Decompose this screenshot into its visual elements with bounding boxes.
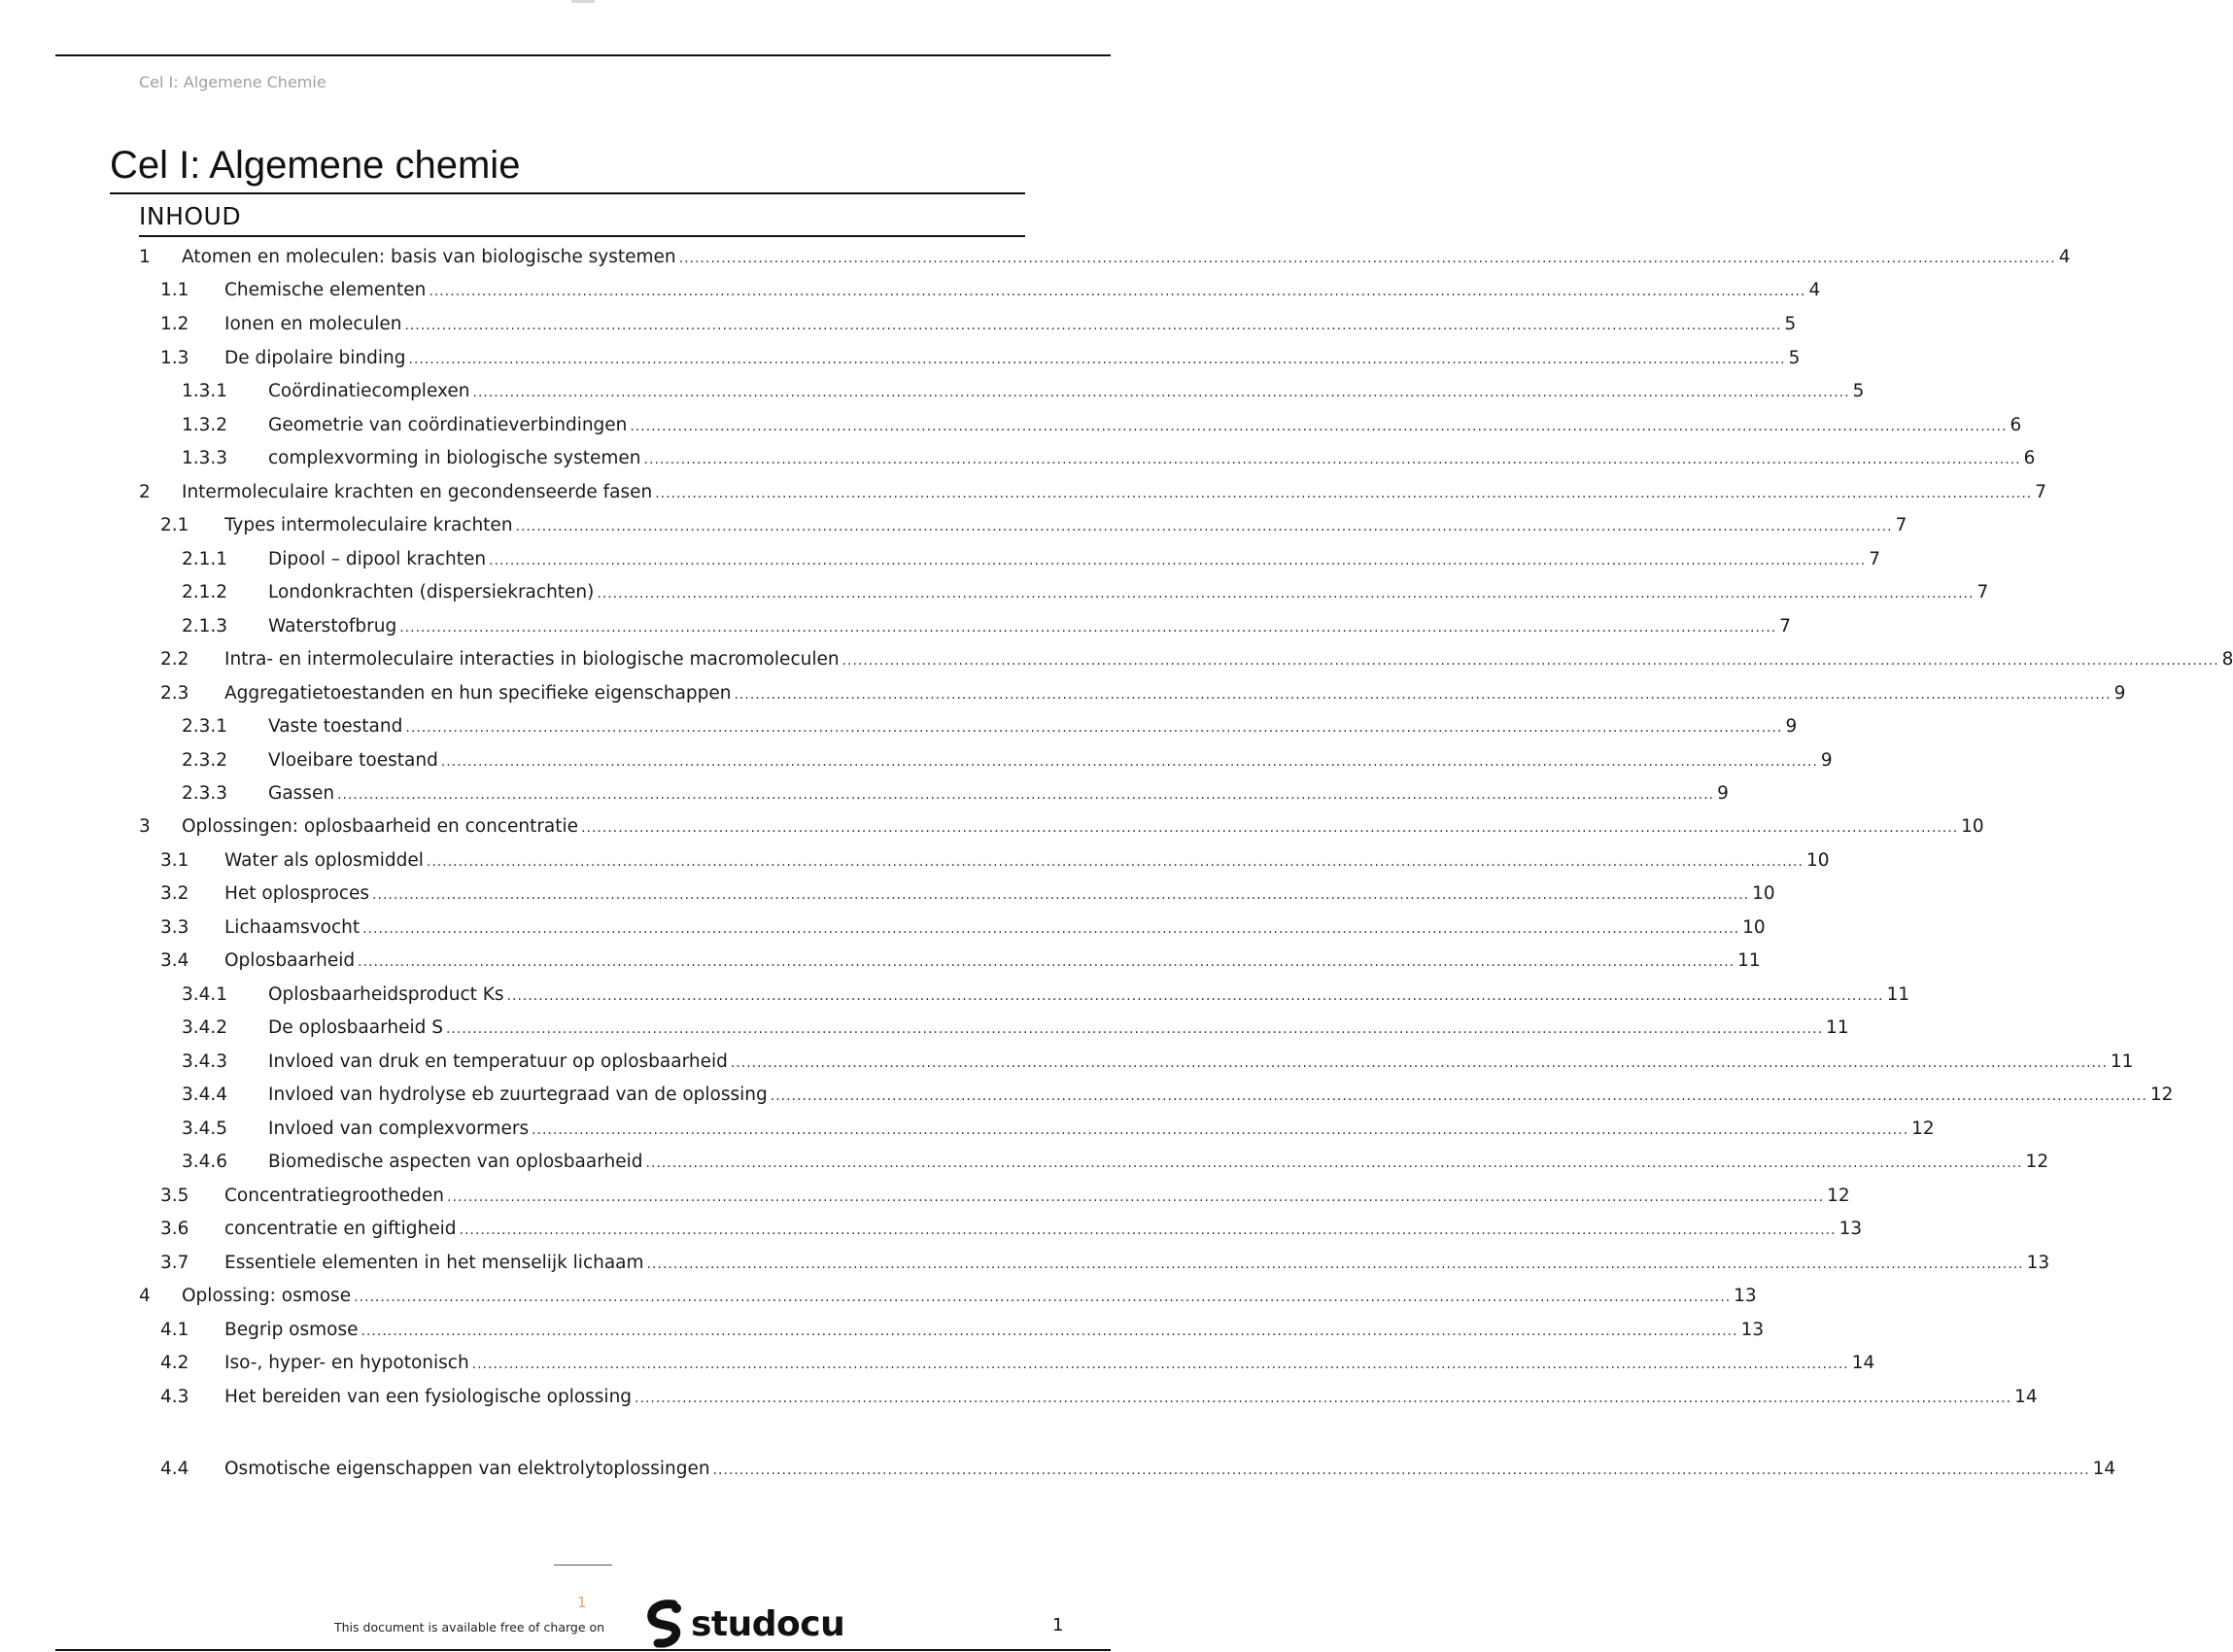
toc-entry-number: 3.6: [160, 1219, 189, 1239]
toc-entry-page: 10: [1742, 917, 1766, 938]
toc-entry-number: 1.2: [160, 314, 189, 334]
toc-entry-number: 4.3: [160, 1387, 189, 1407]
toc-entry-title: Water als oplosmiddel: [224, 850, 424, 871]
toc-entry-number: 3.7: [160, 1253, 189, 1273]
toc-entry-page: 12: [1827, 1186, 1850, 1206]
toc-entry-number: 2.1.1: [182, 549, 228, 569]
toc-entry-number: 1.1: [160, 280, 189, 300]
toc-entry-page: 11: [1826, 1017, 1849, 1038]
toc-entry-number: 3.4.3: [182, 1051, 228, 1072]
toc-entry[interactable]: [182, 750, 1833, 777]
running-header: Cel I: Algemene Chemie: [139, 73, 326, 91]
toc-entry-title: Vloeibare toestand: [268, 750, 438, 771]
toc-entry-number: 3.4.1: [182, 984, 228, 1005]
toc-entry-page: 7: [1976, 582, 1989, 602]
bottom-rule: [55, 1649, 1111, 1651]
toc-entry[interactable]: [182, 1152, 2049, 1179]
toc-entry-title: Intra- en intermoleculaire interacties in biologische macromoleculen: [224, 649, 840, 670]
toc-entry-page: 13: [2026, 1253, 2050, 1273]
toc-entry-page: 7: [1895, 515, 1907, 535]
toc-entry[interactable]: [182, 783, 1729, 810]
toc-entry[interactable]: [160, 950, 1761, 978]
toc-entry-page: 7: [1869, 549, 1880, 569]
toc-entry-number: 3.1: [160, 850, 189, 871]
toc-entry[interactable]: [182, 1084, 2174, 1112]
toc-entry-page: 10: [1961, 816, 1984, 837]
toc-entry-leader: ....................................................................................................................................................................................................................................................................: [489, 553, 1867, 568]
toc-entry-page: 6: [2023, 448, 2036, 468]
toc-entry[interactable]: [160, 1219, 1863, 1246]
toc-entry[interactable]: [160, 314, 1797, 341]
toc-entry-page: 5: [1788, 348, 1801, 368]
toc-entry-number: 3.3: [160, 917, 189, 938]
toc-entry-number: 3: [139, 816, 151, 837]
toc-entry[interactable]: [160, 917, 1766, 945]
toc-entry-page: 7: [2035, 482, 2047, 502]
toc-entry-leader: ....................................................................................................................................................................................................................................................................: [358, 954, 1735, 970]
toc-entry-page: 13: [1734, 1286, 1757, 1306]
toc-entry-number: 3.4.5: [182, 1119, 228, 1139]
toc-entry-title: Het bereiden van een fysiologische oplossing: [224, 1387, 633, 1407]
top-rule: [55, 54, 1111, 56]
top-scroll-mark: [571, 0, 595, 3]
toc-entry-leader: ....................................................................................................................................................................................................................................................................: [643, 452, 2021, 467]
toc-entry-leader: ....................................................................................................................................................................................................................................................................: [447, 1189, 1825, 1205]
toc-entry-leader: ....................................................................................................................................................................................................................................................................: [372, 887, 1750, 903]
toc-entry[interactable]: [182, 415, 2022, 442]
toc-entry-leader: ....................................................................................................................................................................................................................................................................: [730, 1055, 2108, 1071]
toc-entry-page: 5: [1852, 381, 1865, 401]
toc-entry-leader: ....................................................................................................................................................................................................................................................................: [337, 787, 1715, 803]
toc-entry-number: 2.2: [160, 649, 189, 670]
toc-entry-leader: ....................................................................................................................................................................................................................................................................: [405, 720, 1783, 736]
toc-entry-leader: ....................................................................................................................................................................................................................................................................: [581, 820, 1959, 836]
toc-entry-number: 1.3.1: [182, 381, 228, 401]
toc-entry-number: 3.4.6: [182, 1152, 228, 1172]
toc-entry-leader: ....................................................................................................................................................................................................................................................................: [646, 1256, 2024, 1272]
toc-entry-title: Atomen en moleculen: basis van biologische systemen: [182, 247, 676, 267]
toc-entry[interactable]: [182, 616, 1792, 643]
toc-entry-leader: ....................................................................................................................................................................................................................................................................: [361, 1324, 1738, 1339]
toc-entry-title: Types intermoleculaire krachten: [224, 515, 513, 535]
toc-entry-leader: ....................................................................................................................................................................................................................................................................: [734, 687, 2112, 703]
toc-entry-number: 3.4: [160, 950, 189, 971]
toc-entry[interactable]: [160, 1459, 2116, 1486]
toc-entry[interactable]: [182, 582, 1989, 609]
toc-entry-number: 4: [139, 1286, 151, 1306]
toc-entry-page: 4: [2058, 247, 2071, 267]
toc-entry-leader: ....................................................................................................................................................................................................................................................................: [842, 653, 2219, 669]
toc-entry-title: De oplosbaarheid S: [268, 1017, 443, 1038]
toc-entry-leader: ....................................................................................................................................................................................................................................................................: [362, 921, 1740, 937]
toc-entry-leader: ....................................................................................................................................................................................................................................................................: [404, 318, 1782, 333]
toc-entry-page: 9: [2113, 683, 2126, 704]
toc-entry-page: 13: [1740, 1320, 1765, 1340]
toc-entry[interactable]: [182, 984, 1910, 1012]
toc-entry-page: 10: [1805, 850, 1830, 871]
toc-entry-number: 3.2: [160, 883, 189, 904]
toc-entry[interactable]: [160, 280, 1821, 307]
toc-entry-title: Coördinatiecomplexen: [268, 381, 470, 401]
toc-entry-page: 12: [2025, 1152, 2049, 1172]
toc-entry[interactable]: [160, 883, 1775, 911]
toc-entry-title: Essentiele elementen in het menselijk lichaam: [224, 1253, 644, 1273]
toc-heading: INHOUD: [139, 202, 242, 230]
toc-entry-page: 9: [1820, 750, 1833, 771]
toc-entry[interactable]: [182, 549, 1880, 576]
toc-entry-number: 4.4: [160, 1459, 189, 1479]
toc-entry-leader: ....................................................................................................................................................................................................................................................................: [408, 352, 1786, 367]
toc-entry-title: Gassen: [268, 783, 335, 804]
toc-entry-page: 14: [2014, 1387, 2038, 1407]
page-title: Cel I: Algemene chemie: [110, 144, 521, 187]
title-underline: [110, 192, 1025, 194]
toc-entry-title: complexvorming in biologische systemen: [268, 448, 641, 468]
toc-entry-page: 4: [1808, 280, 1821, 300]
toc-entry-leader: ....................................................................................................................................................................................................................................................................: [506, 988, 1884, 1004]
toc-entry-leader: ....................................................................................................................................................................................................................................................................: [445, 1021, 1824, 1037]
toc-entry[interactable]: [160, 1387, 2038, 1414]
toc-entry[interactable]: [160, 683, 2126, 710]
toc-entry-page: 12: [1911, 1119, 1935, 1139]
toc-entry-number: 1.3: [160, 348, 189, 368]
toc-entry[interactable]: [160, 1186, 1850, 1213]
toc-entry-page: 12: [2149, 1084, 2174, 1105]
toc-entry-number: 3.4.2: [182, 1017, 228, 1038]
toc-entry-page: 14: [2092, 1459, 2116, 1479]
toc-entry-leader: ....................................................................................................................................................................................................................................................................: [678, 251, 2056, 266]
toc-entry[interactable]: [139, 1286, 1757, 1313]
toc-entry-page: 10: [1752, 883, 1775, 904]
page-number: 1: [1052, 1615, 1064, 1635]
toc-entry-title: Invloed van druk en temperatuur op oplosbaarheid: [268, 1051, 728, 1072]
toc-entry-title: Geometrie van coördinatieverbindingen: [268, 415, 628, 435]
toc-entry-leader: ....................................................................................................................................................................................................................................................................: [459, 1222, 1837, 1238]
toc-entry-title: Lichaamsvocht: [224, 917, 361, 938]
toc-entry[interactable]: [160, 1253, 2050, 1280]
toc-entry-number: 2.3: [160, 683, 189, 704]
toc-entry-number: 3.5: [160, 1186, 189, 1206]
toc-entry-title: Oplossingen: oplosbaarheid en concentratie: [182, 816, 579, 837]
toc-entry-leader: ....................................................................................................................................................................................................................................................................: [472, 385, 1850, 400]
toc-entry-title: De dipolaire binding: [224, 348, 406, 368]
toc-entry-leader: ....................................................................................................................................................................................................................................................................: [440, 754, 1818, 770]
toc-entry[interactable]: [160, 1353, 1875, 1380]
toc-entry-page: 6: [2010, 415, 2022, 435]
toc-entry[interactable]: [160, 649, 2233, 676]
toc-entry-number: 4.1: [160, 1320, 189, 1340]
studocu-logo-icon: [644, 1600, 689, 1647]
toc-entry[interactable]: [160, 348, 1801, 375]
toc-entry-page: 8: [2221, 649, 2233, 670]
toc-entry-number: 1.3.2: [182, 415, 228, 435]
toc-entry-leader: ....................................................................................................................................................................................................................................................................: [597, 586, 1975, 602]
toc-entry-page: 9: [1717, 783, 1729, 804]
toc-entry-page: 9: [1785, 716, 1798, 737]
toc-entry-title: Aggregatietoestanden en hun specifieke eigenschappen: [224, 683, 732, 704]
toc-entry-leader: ....................................................................................................................................................................................................................................................................: [354, 1290, 1732, 1305]
toc-entry[interactable]: [182, 1119, 1935, 1146]
toc-entry-title: Biomedische aspecten van oplosbaarheid: [268, 1152, 643, 1172]
toc-entry-title: Oplosbaarheidsproduct Ks: [268, 984, 504, 1005]
toc-entry-number: 3.4.4: [182, 1084, 228, 1105]
toc-heading-underline: [139, 235, 1025, 237]
toc-entry-number: 2.1.2: [182, 582, 228, 602]
toc-entry-page: 11: [1737, 950, 1761, 971]
toc-entry-leader: ....................................................................................................................................................................................................................................................................: [770, 1088, 2147, 1104]
toc-entry-page: 14: [1851, 1353, 1875, 1373]
toc-entry-number: 2: [139, 482, 151, 502]
page-separator: [554, 1565, 612, 1566]
toc-entry[interactable]: [182, 1051, 2134, 1079]
toc-entry-page: 5: [1784, 314, 1797, 334]
toc-entry-number: 2.1.3: [182, 616, 228, 637]
toc-entry-title: Het oplosproces: [224, 883, 370, 904]
toc-entry-leader: ....................................................................................................................................................................................................................................................................: [645, 1155, 2023, 1171]
toc-entry-title: Osmotische eigenschappen van elektrolytoplossingen: [224, 1459, 710, 1479]
footer-page-marker: 1: [577, 1594, 587, 1611]
toc-entry-page: 13: [1838, 1219, 1863, 1239]
toc-entry[interactable]: [182, 381, 1865, 408]
toc-entry-leader: ....................................................................................................................................................................................................................................................................: [635, 1391, 2012, 1406]
toc-entry-title: Londonkrachten (dispersiekrachten): [268, 582, 595, 602]
toc-entry[interactable]: [182, 448, 2036, 475]
toc-entry-page: 11: [1886, 984, 1910, 1005]
toc-entry-leader: ....................................................................................................................................................................................................................................................................: [429, 284, 1806, 299]
toc-entry[interactable]: [160, 850, 1830, 878]
toc-entry-title: Ionen en moleculen: [224, 314, 402, 334]
toc-entry-title: Concentratiegrootheden: [224, 1186, 445, 1206]
toc-entry-leader: ....................................................................................................................................................................................................................................................................: [399, 620, 1777, 636]
toc-entry-title: Chemische elementen: [224, 280, 427, 300]
toc-entry-leader: ....................................................................................................................................................................................................................................................................: [655, 486, 2033, 501]
toc-entry-title: Oplosbaarheid: [224, 950, 356, 971]
toc-entry[interactable]: [160, 1320, 1765, 1347]
toc-entry[interactable]: [139, 247, 2071, 274]
toc-entry-title: Invloed van complexvormers: [268, 1119, 530, 1139]
toc-entry-leader: ....................................................................................................................................................................................................................................................................: [515, 519, 1893, 534]
toc-entry-title: concentratie en giftigheid: [224, 1219, 457, 1239]
toc-entry-number: 1.3.3: [182, 448, 228, 468]
toc-entry-title: Intermoleculaire krachten en gecondenseerde fasen: [182, 482, 653, 502]
toc-entry-leader: ....................................................................................................................................................................................................................................................................: [712, 1463, 2090, 1478]
toc-entry-leader: ....................................................................................................................................................................................................................................................................: [426, 854, 1804, 870]
toc-entry-number: 1: [139, 247, 151, 267]
studocu-logo-text: studocu: [691, 1603, 845, 1644]
toc-entry-leader: ....................................................................................................................................................................................................................................................................: [471, 1357, 1849, 1372]
toc-entry[interactable]: [139, 816, 1984, 843]
toc-entry-number: 2.3.2: [182, 750, 228, 771]
toc-entry-title: Invloed van hydrolyse eb zuurtegraad van de oplossing: [268, 1084, 768, 1105]
footer-availability-note: This document is available free of charge on: [334, 1620, 605, 1635]
toc-entry[interactable]: [139, 482, 2047, 509]
toc-entry[interactable]: [160, 515, 1907, 542]
toc-entry-page: 11: [2110, 1051, 2134, 1072]
toc-entry-title: Oplossing: osmose: [182, 1286, 352, 1306]
toc-entry-title: Dipool – dipool krachten: [268, 549, 487, 569]
toc-entry-leader: ....................................................................................................................................................................................................................................................................: [630, 419, 2008, 434]
toc-entry-title: Begrip osmose: [224, 1320, 359, 1340]
toc-entry-number: 2.3.1: [182, 716, 228, 737]
toc-entry-number: 2.3.3: [182, 783, 228, 804]
toc-entry-title: Iso-, hyper- en hypotonisch: [224, 1353, 469, 1373]
toc-entry[interactable]: [182, 1017, 1849, 1045]
toc-entry-leader: ....................................................................................................................................................................................................................................................................: [532, 1122, 1909, 1138]
studocu-logo[interactable]: [644, 1600, 844, 1647]
toc-entry-page: 7: [1779, 616, 1792, 637]
toc-entry-title: Waterstofbrug: [268, 616, 397, 637]
toc-entry[interactable]: [182, 716, 1798, 743]
toc-entry-title: Vaste toestand: [268, 716, 403, 737]
toc-entry-number: 2.1: [160, 515, 189, 535]
toc-entry-number: 4.2: [160, 1353, 189, 1373]
